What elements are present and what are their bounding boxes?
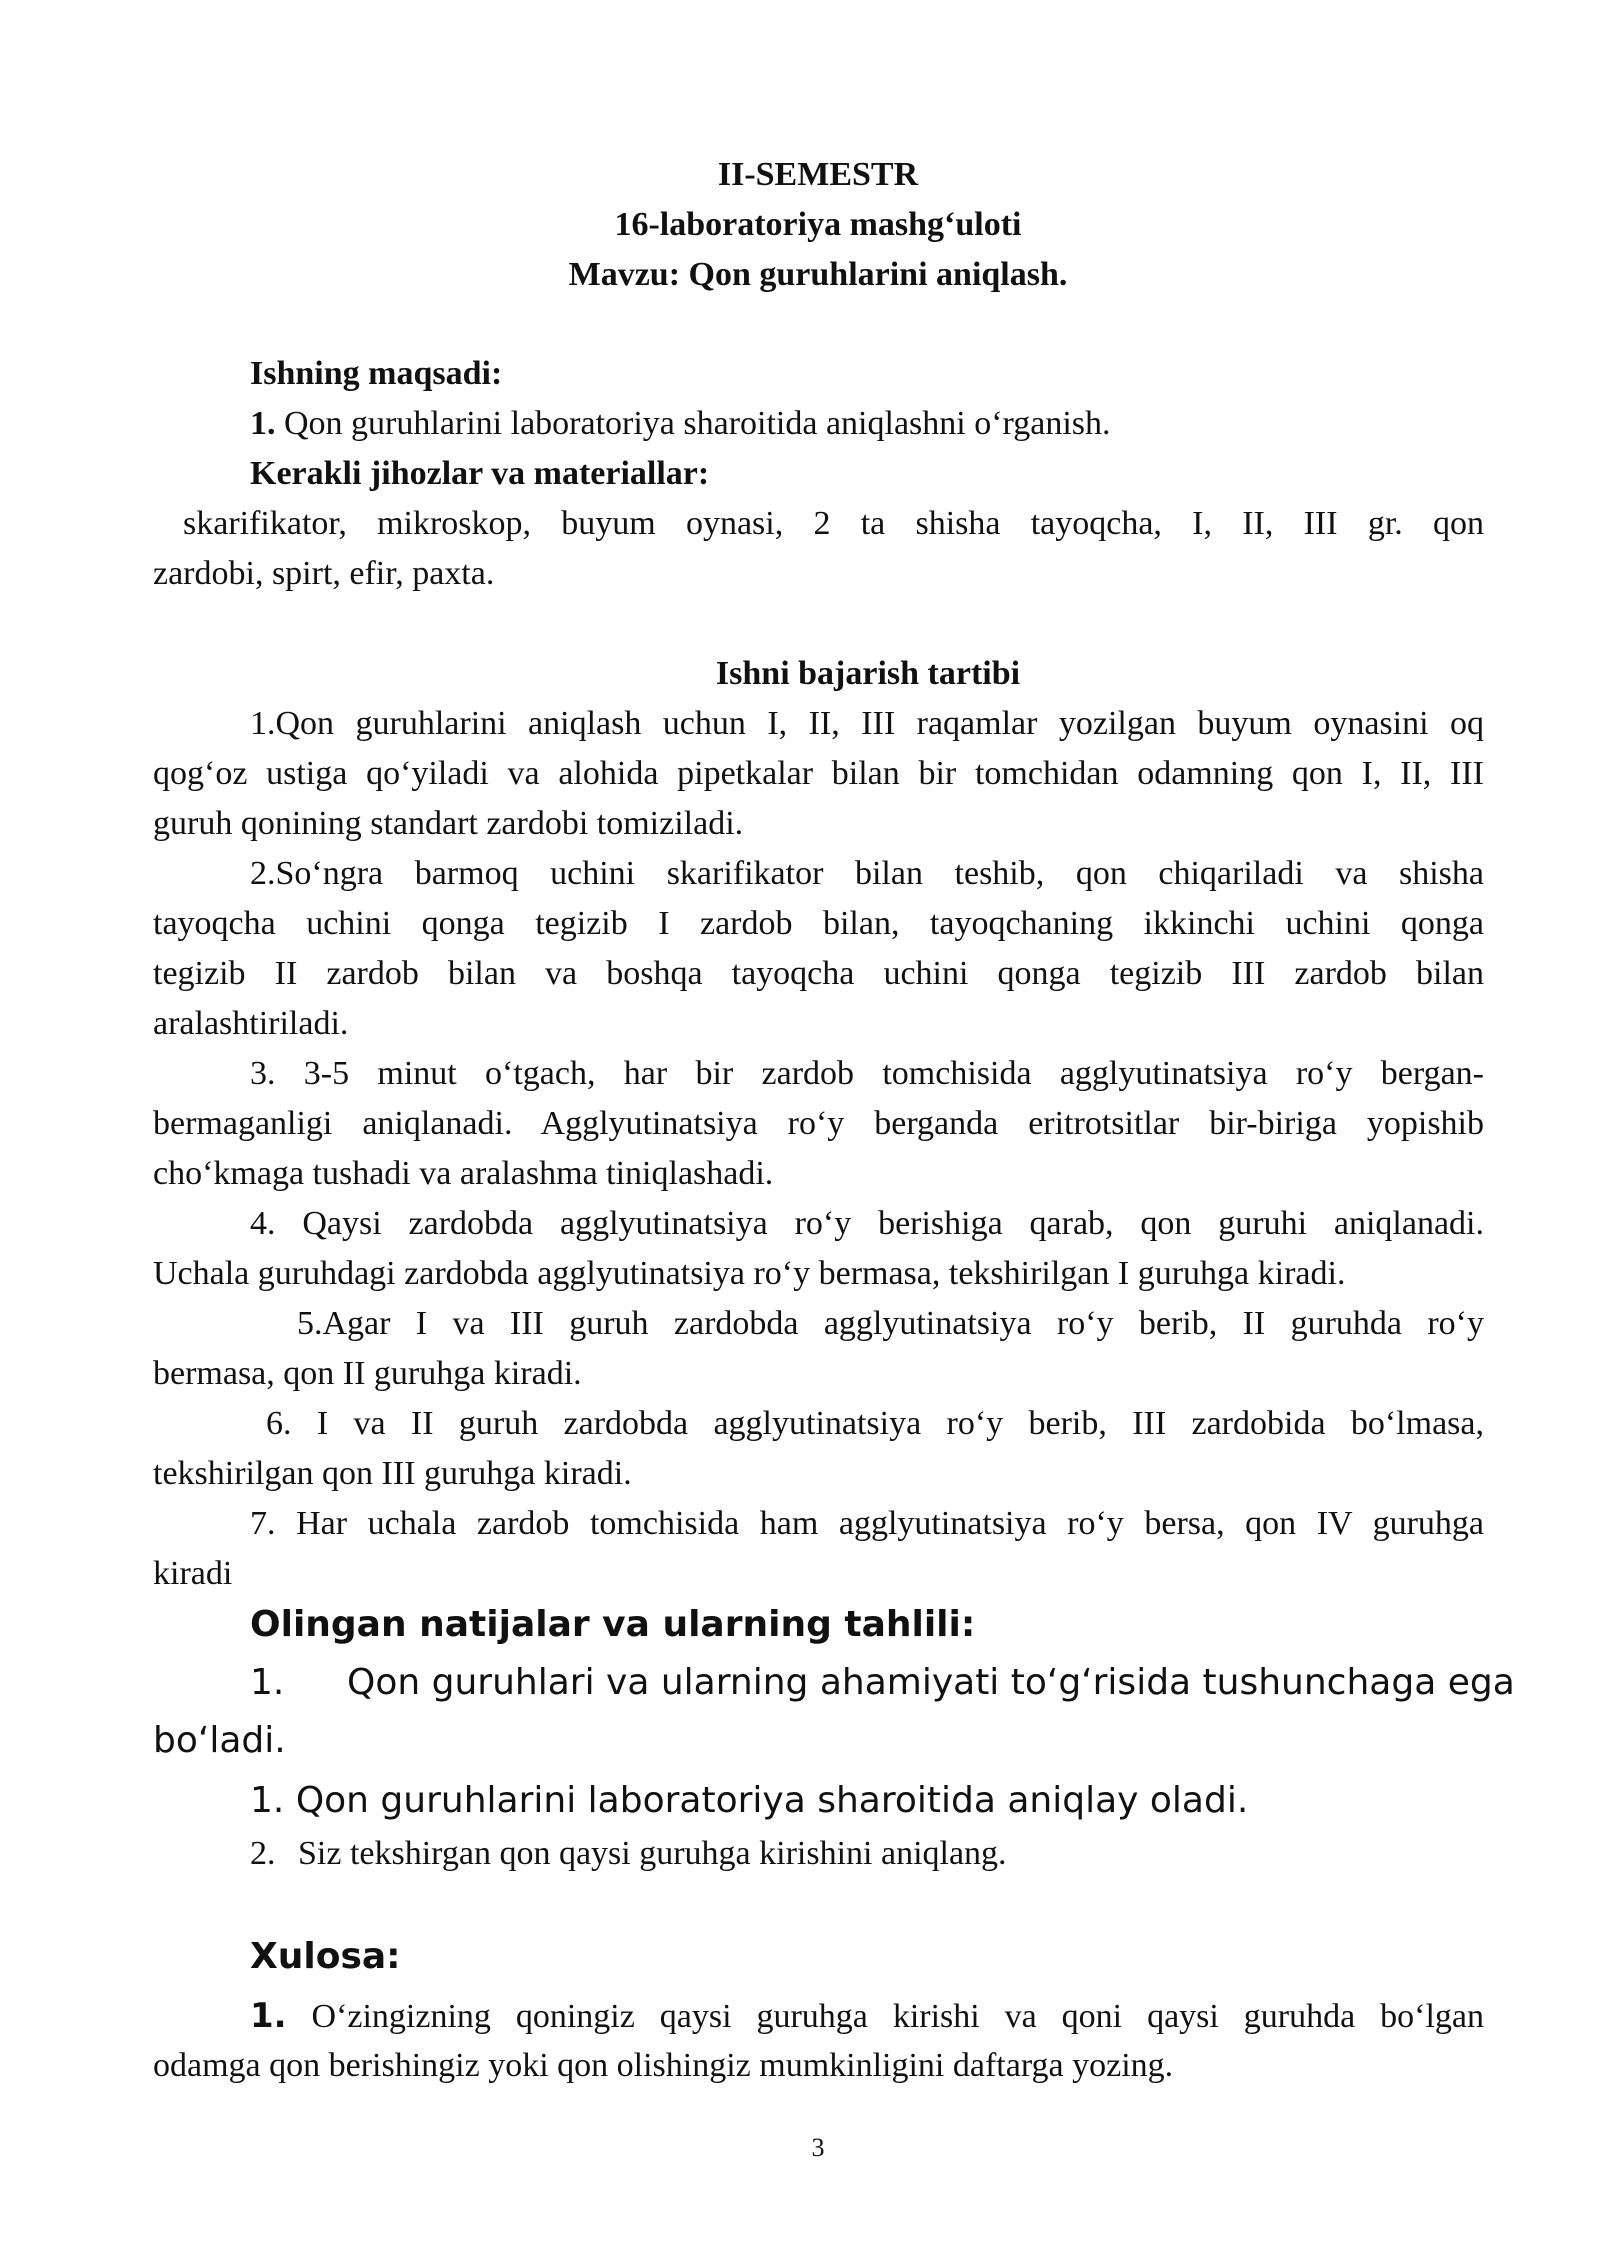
step-2 <box>250 849 1484 899</box>
step-line: tayoqcha uchini qonga tegizib I zardob bilan, tayoqchaning ikkinchi uchini qonga <box>153 905 1484 942</box>
topic-title: Mavzu: Qon guruhlarini aniqlash. <box>568 256 1068 293</box>
step-line: 5.Agar I va III guruh zardobda agglyutinatsiya ro‘y berib, II guruhda ro‘y <box>297 1305 1484 1342</box>
conclusion-line-1 <box>250 1991 1484 2041</box>
results-item3-text: Siz tekshirgan qon qaysi guruhga kirishini aniqlang. <box>298 1835 1007 1872</box>
equipment-line-2: zardobi, spirt, efir, paxta. <box>153 555 495 592</box>
step-6 <box>266 1399 1484 1449</box>
step-line: Uchala guruhdagi zardobda agglyutinatsiya ro‘y bermasa, tekshirilgan I guruhga kiradi. <box>153 1255 1346 1292</box>
semester-title: II-SEMESTR <box>717 156 919 193</box>
results-item3 <box>250 1829 1007 1879</box>
lab-title: 16-laboratoriya mashg‘uloti <box>614 206 1022 243</box>
procedure-heading: Ishni bajarish tartibi <box>715 655 1021 692</box>
step-7 <box>250 1499 1484 1549</box>
conclusion-line-2: odamga qon berishingiz yoki qon olishingiz mumkinligini daftarga yozing. <box>153 2047 1174 2084</box>
step-line: 6. I va II guruh zardobda agglyutinatsiya ro‘y berib, III zardobida bo‘lmasa, <box>266 1405 1484 1442</box>
equipment-text-line: skarifikator, mikroskop, buyum oynasi, 2 ta shisha tayoqcha, I, II, III gr. qon <box>183 505 1484 542</box>
conclusion-line1-text: O‘zingizning qoningiz qaysi guruhga kirishi va qoni qaysi guruhda bo‘lgan <box>286 1998 1484 2035</box>
results-item3-number: 2. <box>250 1835 276 1872</box>
equipment-heading-text: Kerakli jihozlar va materiallar: <box>250 455 710 492</box>
step-line: 4. Qaysi zardobda agglyutinatsiya ro‘y berishiga qarab, qon guruhi aniqlanadi. <box>250 1205 1484 1242</box>
step-line: 2.So‘ngra barmoq uchini skarifikator bilan teshib, qon chiqariladi va shisha <box>250 855 1484 892</box>
step-5 <box>297 1299 1484 1349</box>
equipment-line-1 <box>183 499 1484 549</box>
step-line: tegizib II zardob bilan va boshqa tayoqcha uchini qonga tegizib III zardob bilan <box>153 955 1484 992</box>
conclusion-item-number: 1. <box>250 1996 287 2036</box>
step-3-cont <box>153 1099 1484 1199</box>
step-line: guruh qonining standart zardobi tomiziladi. <box>153 805 744 842</box>
results-heading: Olingan natijalar va ularning tahlili: <box>250 1604 976 1645</box>
step-line: kiradi <box>153 1555 233 1592</box>
step-4 <box>250 1199 1484 1249</box>
step-1-cont <box>153 749 1484 849</box>
step-4-cont <box>153 1249 1484 1299</box>
step-1 <box>250 699 1484 749</box>
step-3 <box>250 1049 1484 1099</box>
step-7-cont <box>153 1549 1484 1599</box>
step-line: qog‘oz ustiga qo‘yiladi va alohida pipetkalar bilan bir tomchidan odamning qon I, II, III <box>153 755 1484 792</box>
goal-item <box>250 399 1111 449</box>
results-item2-text: Qon guruhlarini laboratoriya sharoitida aniqlay oladi. <box>295 1780 1249 1821</box>
goal-item-text: Qon guruhlarini laboratoriya sharoitida aniqlashni o‘rganish. <box>275 405 1111 442</box>
step-line: aralashtiriladi. <box>153 1005 349 1042</box>
conclusion-heading: Xulosa: <box>250 1936 401 1977</box>
step-line: bermasa, qon II guruhga kiradi. <box>153 1355 582 1392</box>
results-item1-line1: Qon guruhlari va ularning ahamiyati to‘g‘risida tushunchaga ega <box>347 1662 1515 1703</box>
step-line: bermaganligi aniqlanadi. Agglyutinatsiya ro‘y berganda eritrotsitlar bir-biriga yopishib <box>153 1105 1484 1142</box>
goal-item-number: 1. <box>250 405 276 442</box>
results-item1-number: 1. <box>250 1662 285 1703</box>
results-item2 <box>250 1773 1248 1829</box>
step-2-cont <box>153 899 1484 1049</box>
results-item1-line2: bo‘ladi. <box>153 1720 286 1761</box>
goal-heading: Ishning maqsadi: <box>250 355 503 392</box>
step-line: 1.Qon guruhlarini aniqlash uchun I, II, III raqamlar yozilgan buyum oynasini oq <box>250 705 1484 742</box>
step-6-cont <box>153 1449 1484 1499</box>
conclusion-text-line <box>250 1991 1484 2041</box>
step-line: tekshirilgan qon III guruhga kiradi. <box>153 1455 632 1492</box>
step-line: 7. Har uchala zardob tomchisida ham agglyutinatsiya ro‘y bersa, qon IV guruhga <box>250 1505 1484 1542</box>
step-line: cho‘kmaga tushadi va aralashma tiniqlashadi. <box>153 1155 774 1192</box>
step-5-cont <box>153 1349 1484 1399</box>
step-line: 3. 3-5 minut o‘tgach, har bir zardob tomchisida agglyutinatsiya ro‘y bergan- <box>250 1055 1484 1092</box>
results-item2-number: 1. <box>250 1780 285 1821</box>
page-number: 3 <box>811 2133 825 2162</box>
